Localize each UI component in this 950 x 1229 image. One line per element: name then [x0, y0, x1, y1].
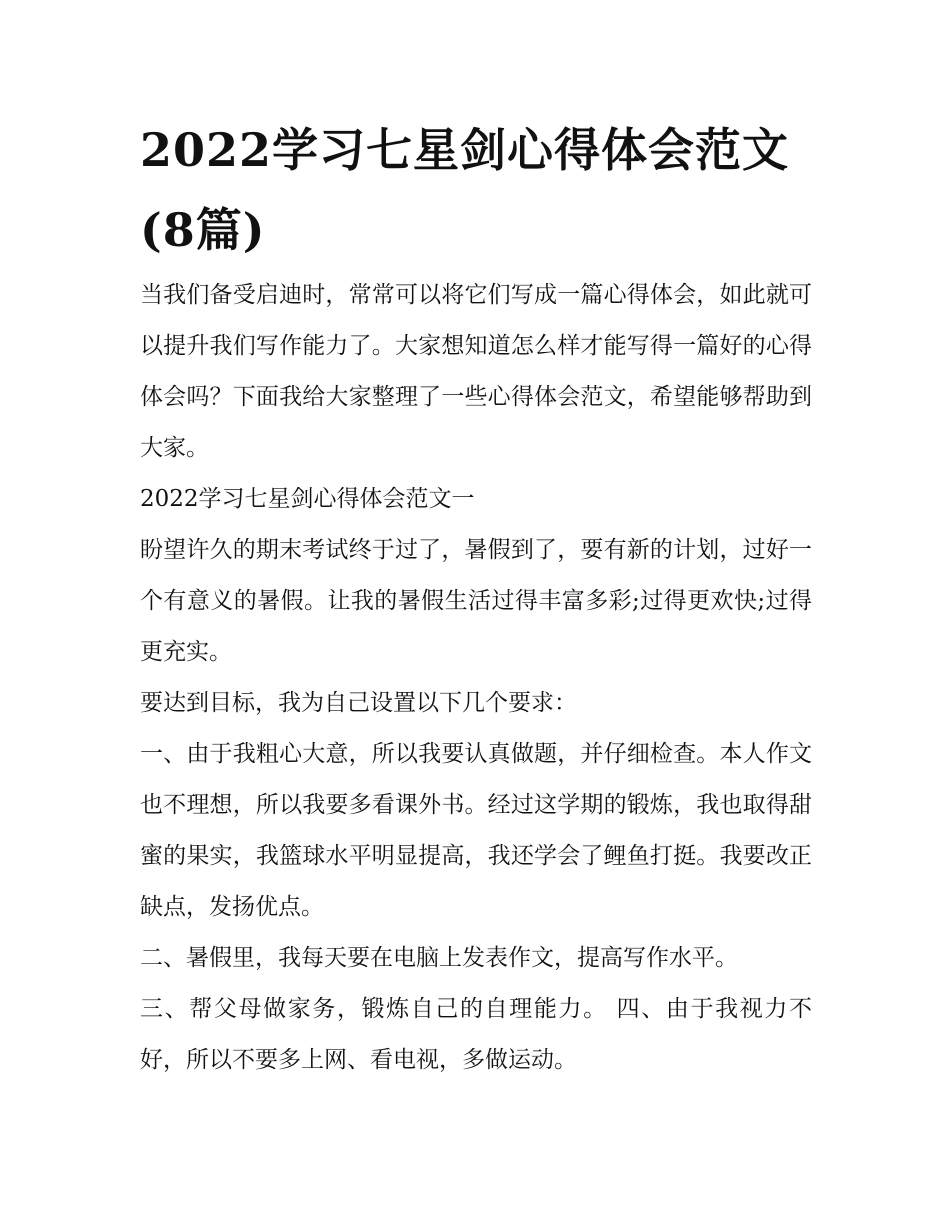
document-page	[140, 110, 812, 1086]
body-paragraph: 一、由于我粗心大意，所以我要认真做题，并仔细检查。本人作文也不理想，所以我要多看课外书。经过这学期的锻炼，我也取得甜蜜的果实，我篮球水平明显提高，我还学会了鲤鱼打挺。我要改正缺点，发扬优点。	[140, 741, 812, 920]
body-paragraph: 盼望许久的期末考试终于过了，暑假到了，要有新的计划，过好一个有意义的暑假。让我的暑假生活过得丰富多彩;过得更欢快;过得更充实。	[140, 537, 812, 665]
body-paragraph: 二、暑假里，我每天要在电脑上发表作文，提高写作水平。	[140, 945, 738, 971]
intro-paragraph: 当我们备受启迪时，常常可以将它们写成一篇心得体会，如此就可以提升我们写作能力了。大家想知道怎么样才能写得一篇好的心得体会吗？下面我给大家整理了一些心得体会范文，希望能够帮助到大家。	[140, 282, 812, 461]
document-title: 2022学习七星剑心得体会范文(8篇)	[140, 123, 790, 257]
body-paragraph: 要达到目标，我为自己设置以下几个要求：	[140, 690, 577, 716]
section-heading: 2022学习七星剑心得体会范文一	[140, 486, 475, 512]
body-paragraph: 三、帮父母做家务，锻炼自己的自理能力。 四、由于我视力不好，所以不要多上网、看电视，多做运动。	[140, 996, 812, 1073]
